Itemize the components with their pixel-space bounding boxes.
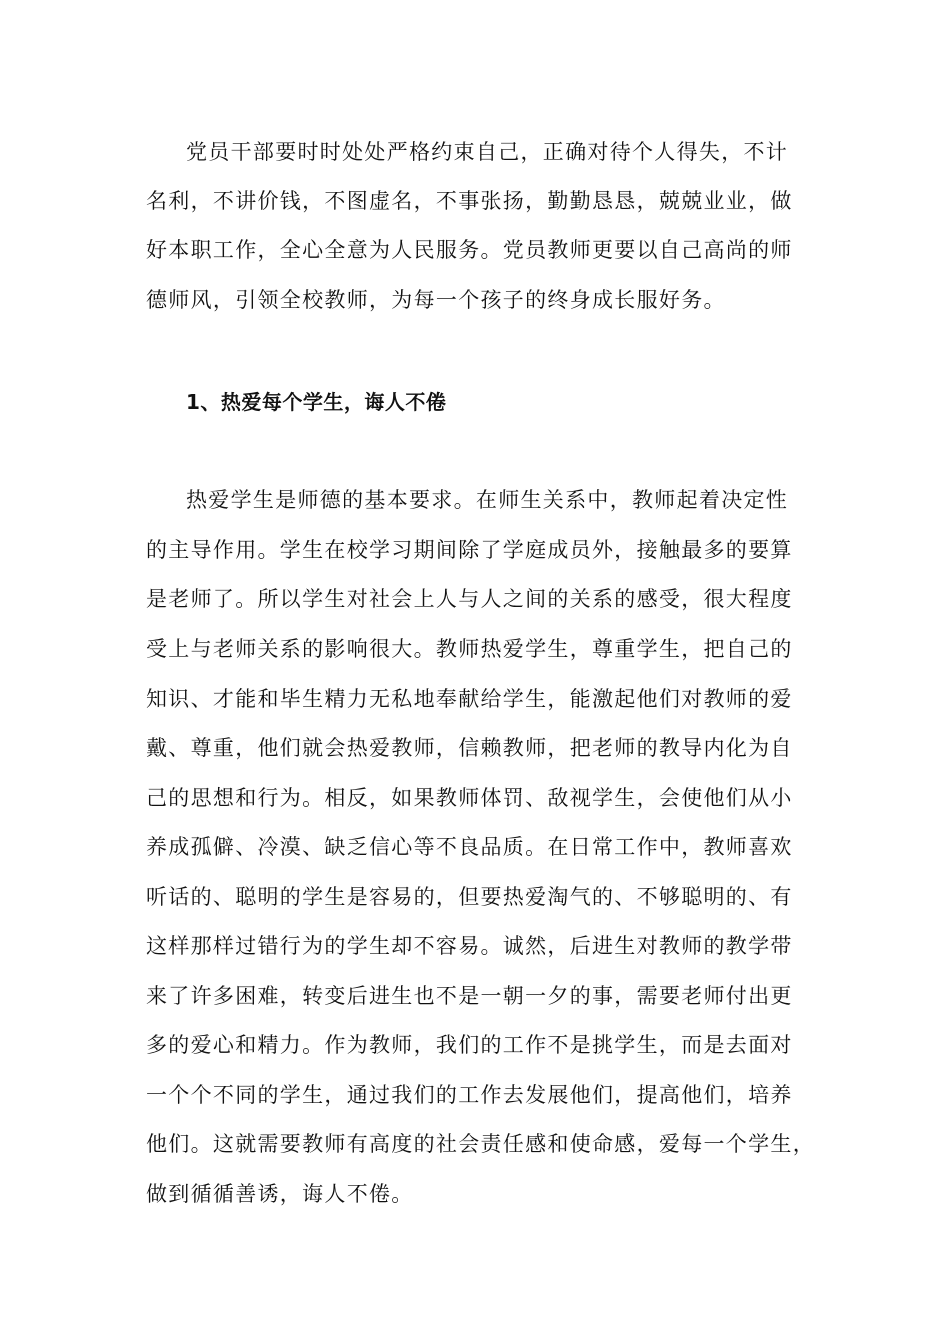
paragraph-2-line-15: 做到循循善诱，诲人不倦。 [146, 1182, 414, 1206]
paragraph-2-line-12: 多的爱心和精力。作为教师，我们的工作不是挑学生，而是去面对 [146, 1033, 793, 1057]
paragraph-2-line-10: 这样那样过错行为的学生却不容易。诚然，后进生对教师的教学带 [146, 934, 793, 958]
paragraph-2-line-14: 他们。这就需要教师有高度的社会责任感和使命感，爱每一个学生， [146, 1132, 815, 1156]
paragraph-2-line-2: 的主导作用。学生在校学习期间除了学庭成员外，接触最多的要算 [146, 538, 793, 562]
paragraph-1-line-1: 党员干部要时时处处严格约束自己，正确对待个人得失，不计 [186, 140, 789, 164]
paragraph-2-line-11: 来了许多困难，转变后进生也不是一朝一夕的事，需要老师付出更 [146, 984, 793, 1008]
paragraph-2-line-6: 戴、尊重，他们就会热爱教师，信赖教师，把老师的教导内化为自 [146, 736, 793, 760]
paragraph-2-line-3: 是老师了。所以学生对社会上人与人之间的关系的感受，很大程度 [146, 587, 793, 611]
section-1-heading: 1、热爱每个学生，诲人不倦 [186, 390, 447, 414]
paragraph-2-line-9: 听话的、聪明的学生是容易的，但要热爱淘气的、不够聪明的、有 [146, 885, 793, 909]
paragraph-1-line-3: 好本职工作，全心全意为人民服务。党员教师更要以自己高尚的师 [146, 238, 793, 262]
paragraph-2-line-5: 知识、才能和毕生精力无私地奉献给学生，能激起他们对教师的爱 [146, 687, 793, 711]
paragraph-2-line-4: 受上与老师关系的影响很大。教师热爱学生，尊重学生，把自己的 [146, 637, 793, 661]
paragraph-1-line-2: 名利，不讲价钱，不图虚名，不事张扬，勤勤恳恳，兢兢业业，做 [146, 189, 793, 213]
paragraph-1-line-4: 德师风，引领全校教师，为每一个孩子的终身成长服好务。 [146, 288, 726, 312]
paragraph-2-line-7: 己的思想和行为。相反，如果教师体罚、敌视学生，会使他们从小 [146, 786, 793, 810]
paragraph-2-line-1: 热爱学生是师德的基本要求。在师生关系中，教师起着决定性 [186, 488, 789, 512]
paragraph-2-line-13: 一个个不同的学生，通过我们的工作去发展他们，提高他们，培养 [146, 1083, 793, 1107]
paragraph-2-line-8: 养成孤僻、冷漠、缺乏信心等不良品质。在日常工作中，教师喜欢 [146, 835, 793, 859]
